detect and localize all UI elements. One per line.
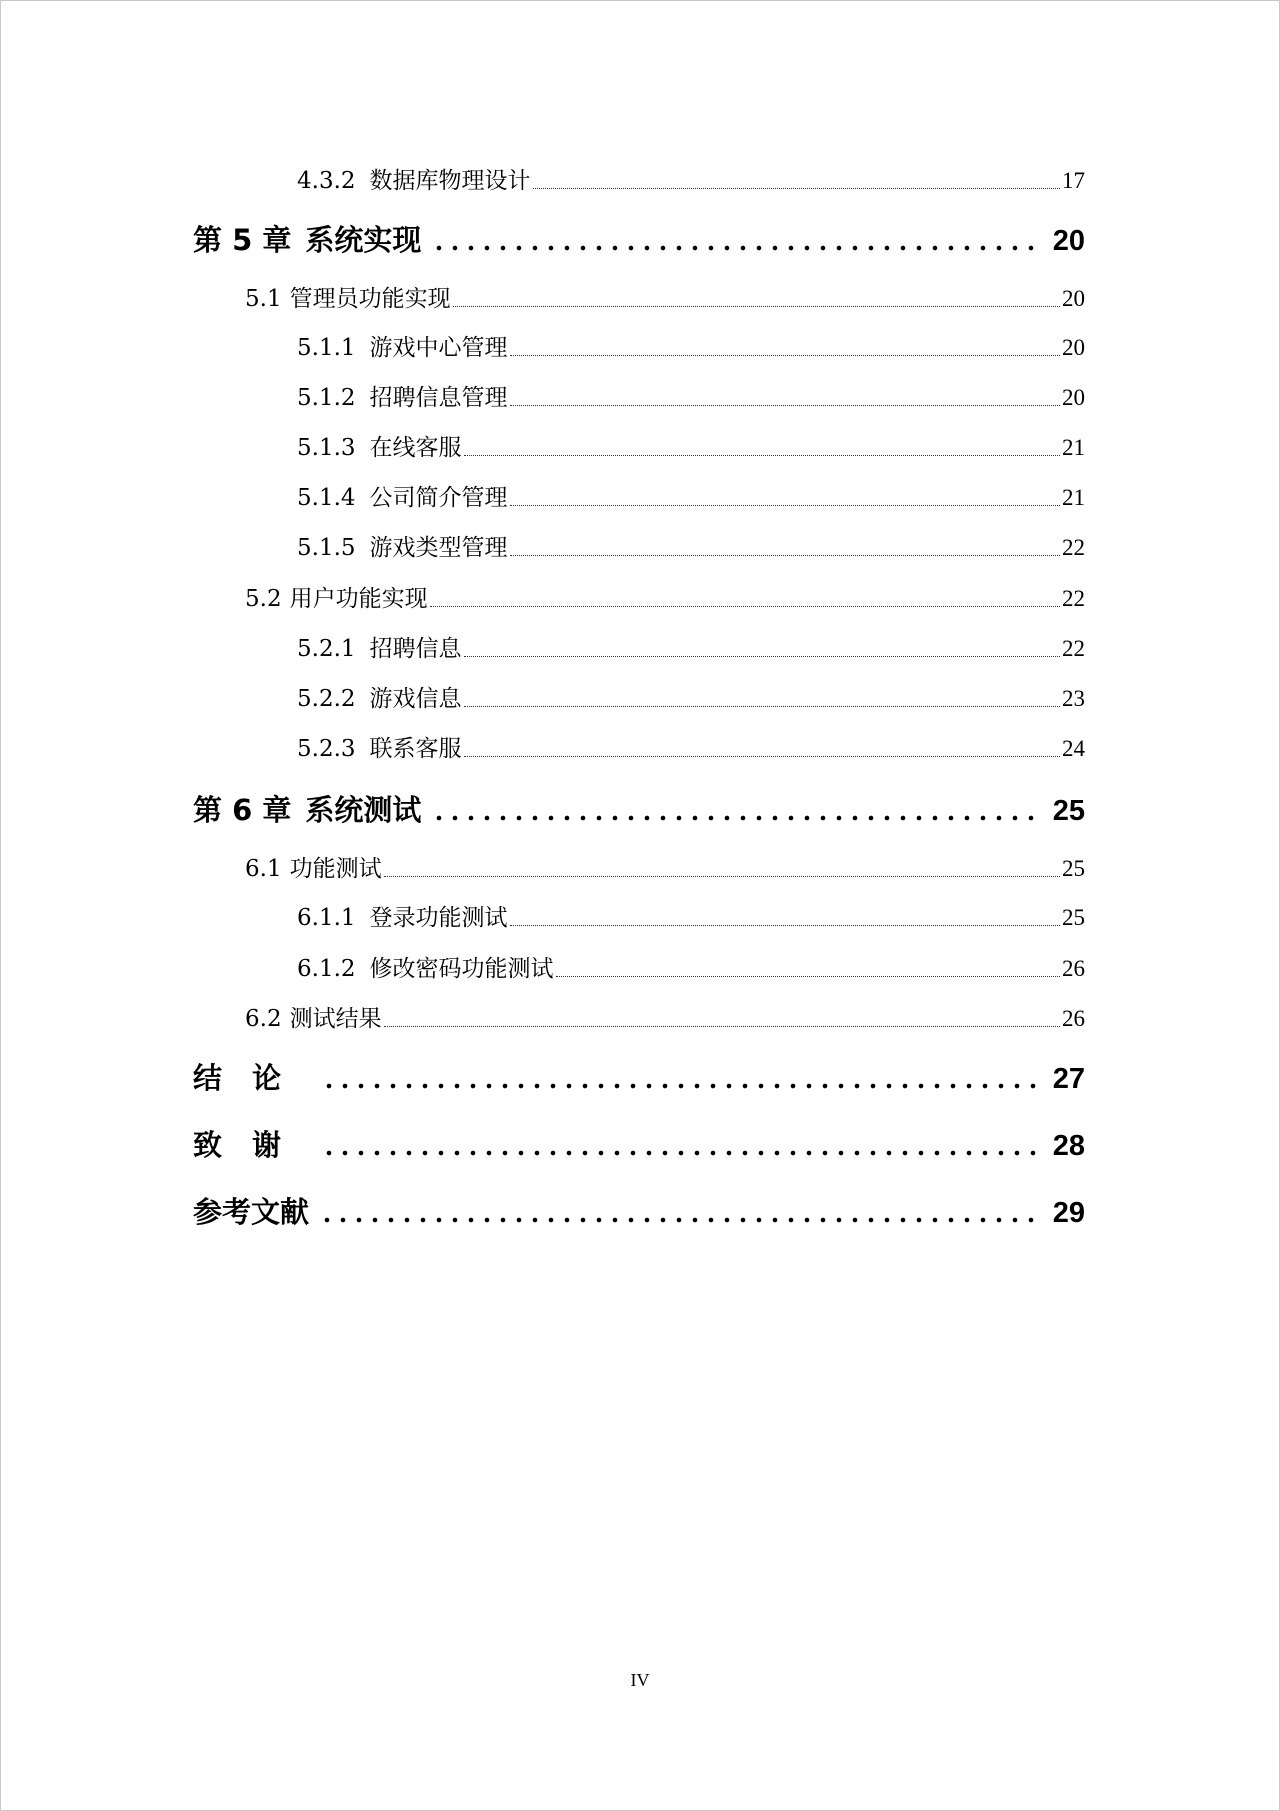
toc-page-number: 20: [1062, 286, 1085, 311]
toc-page-number: 24: [1062, 736, 1085, 761]
toc-entry-5-1[interactable]: [245, 284, 1085, 314]
toc-leader-dots: [510, 355, 1060, 356]
toc-entry-6-1-2[interactable]: [297, 954, 1085, 984]
toc-page-number: 25: [1062, 905, 1085, 930]
toc-entry-5-1-4[interactable]: [297, 483, 1085, 513]
toc-page-number: 25: [1052, 795, 1085, 827]
toc-entry-number: 5.2.1: [297, 636, 356, 662]
toc-entry-number: 5.2: [245, 586, 282, 612]
toc-page-number: 25: [1062, 856, 1085, 881]
toc-entry-title: 登录功能测试: [369, 905, 508, 931]
toc-entry-5-2[interactable]: [245, 584, 1085, 614]
toc-leader-dots: [321, 1150, 1037, 1156]
toc-conclusion[interactable]: [193, 1058, 1085, 1098]
toc-entry-number: 4.3.2: [297, 168, 356, 194]
toc-entry-title: 游戏类型管理: [369, 535, 508, 561]
toc-page-number: 23: [1062, 686, 1085, 711]
toc-entry-number: 5.1: [245, 286, 282, 312]
toc-page-number: 22: [1062, 535, 1085, 560]
toc-leader-dots: [510, 505, 1060, 506]
toc-leader-dots: [431, 815, 1036, 821]
toc-references[interactable]: [193, 1192, 1085, 1232]
toc-entry-5-2-3[interactable]: [297, 734, 1085, 764]
toc-entry-title: 在线客服: [369, 435, 462, 461]
toc-page-number: 27: [1052, 1063, 1085, 1095]
toc-leader-dots: [384, 876, 1060, 877]
toc-page-number: 20: [1052, 225, 1085, 257]
toc-acknowledgements[interactable]: [193, 1125, 1085, 1165]
toc-leader-dots: [453, 306, 1060, 307]
toc-entry-4-3-2[interactable]: [297, 166, 1085, 196]
toc-entry-number: 5.1.5: [297, 535, 356, 561]
toc-entry-number: 5.1.3: [297, 435, 356, 461]
toc-page-number: 29: [1052, 1197, 1085, 1229]
toc-page-number: 17: [1062, 168, 1085, 193]
toc-page-number: 21: [1062, 435, 1085, 460]
page-number-footer: IV: [630, 1670, 650, 1690]
toc-page-number: 22: [1062, 636, 1085, 661]
toc-entry-title: 游戏信息: [369, 686, 462, 712]
toc-leader-dots: [464, 656, 1060, 657]
toc-entry-5-2-2[interactable]: [297, 684, 1085, 714]
toc-leader-dots: [384, 1026, 1060, 1027]
toc-page-number: 28: [1052, 1130, 1085, 1162]
toc-leader-dots: [510, 925, 1060, 926]
toc-entry-5-2-1[interactable]: [297, 634, 1085, 664]
toc-chapter-number: 第 6 章: [193, 793, 292, 827]
toc-page-number: 22: [1062, 586, 1085, 611]
toc-entry-title: 修改密码功能测试: [369, 956, 554, 982]
toc-page-number: 26: [1062, 1006, 1085, 1031]
toc-chapter-6[interactable]: [193, 790, 1085, 830]
toc-entry-title: 管理员功能实现: [289, 286, 451, 312]
toc-chapter-title: 系统实现: [305, 223, 422, 257]
toc-entry-number: 6.1: [245, 856, 282, 882]
toc-entry-number: 5.2.2: [297, 686, 356, 712]
toc-entry-number: 6.1.2: [297, 956, 356, 982]
toc-entry-title: 招聘信息管理: [369, 385, 508, 411]
toc-entry-6-1[interactable]: [245, 854, 1085, 884]
toc-entry-number: 5.1.1: [297, 335, 356, 361]
toc-leader-dots: [321, 1083, 1037, 1089]
toc-leader-dots: [510, 555, 1060, 556]
toc-leader-dots: [319, 1217, 1037, 1223]
toc-entry-title: 招聘信息: [369, 636, 462, 662]
toc-page-number: 26: [1062, 956, 1085, 981]
toc-entry-6-2[interactable]: [245, 1004, 1085, 1034]
toc-entry-5-1-2[interactable]: [297, 383, 1085, 413]
toc-entry-number: 6.2: [245, 1006, 282, 1032]
toc-leader-dots: [464, 706, 1060, 707]
toc-leader-dots: [431, 245, 1036, 251]
toc-entry-number: 5.1.4: [297, 485, 356, 511]
toc-leader-dots: [464, 455, 1060, 456]
toc-entry-title: 用户功能实现: [289, 586, 428, 612]
toc-entry-5-1-5[interactable]: [297, 533, 1085, 563]
toc-entry-title: 功能测试: [289, 856, 382, 882]
toc-page-number: 20: [1062, 385, 1085, 410]
toc-page-number: 20: [1062, 335, 1085, 360]
toc-leader-dots: [556, 976, 1060, 977]
toc-entry-number: 6.1.1: [297, 905, 356, 931]
toc-leader-dots: [533, 188, 1060, 189]
toc-entry-title: 公司简介管理: [369, 485, 508, 511]
toc-entry-title: 游戏中心管理: [369, 335, 508, 361]
toc-leader-dots: [464, 756, 1060, 757]
toc-entry-6-1-1[interactable]: [297, 903, 1085, 933]
toc-leader-dots: [510, 405, 1060, 406]
toc-entry-title: 测试结果: [289, 1006, 382, 1032]
toc-leader-dots: [430, 606, 1060, 607]
toc-chapter-title: 致谢: [193, 1128, 312, 1162]
toc-chapter-title: 结论: [193, 1061, 312, 1095]
toc-chapter-number: 第 5 章: [193, 223, 292, 257]
toc-entry-number: 5.2.3: [297, 736, 356, 762]
toc-entry-number: 5.1.2: [297, 385, 356, 411]
toc-entry-5-1-3[interactable]: [297, 433, 1085, 463]
toc-chapter-title: 系统测试: [305, 793, 422, 827]
toc-entry-title: 联系客服: [369, 736, 462, 762]
toc-entry-5-1-1[interactable]: [297, 333, 1085, 363]
toc-chapter-5[interactable]: [193, 220, 1085, 260]
toc-chapter-title: 参考文献: [193, 1195, 310, 1229]
toc-entry-title: 数据库物理设计: [369, 168, 531, 194]
toc-page-number: 21: [1062, 485, 1085, 510]
